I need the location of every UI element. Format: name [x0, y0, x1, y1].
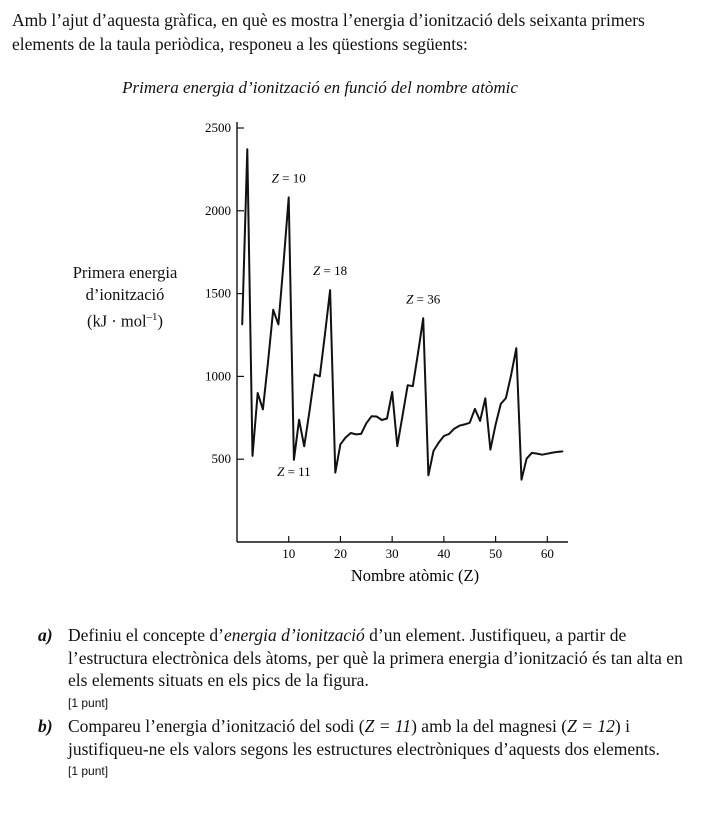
- data-point: [350, 432, 351, 433]
- data-point: [479, 420, 480, 421]
- question-b: [38, 715, 703, 779]
- data-point: [335, 472, 336, 473]
- question-b-text-part: ) i justifiqueu-ne els valors segons les estructures electròniques d’aquests dos elements.: [68, 716, 660, 759]
- data-point: [474, 408, 475, 409]
- data-point: [283, 263, 284, 264]
- data-point: [262, 409, 263, 410]
- question-b-letter: b): [38, 716, 53, 736]
- x-tick-label: 20: [333, 546, 347, 561]
- y-tick-label: 2500: [205, 120, 231, 135]
- unit-exponent: –1: [146, 311, 158, 323]
- data-point: [562, 451, 563, 452]
- data-point: [288, 197, 289, 198]
- y-tick-label: 1500: [205, 285, 231, 301]
- data-point: [304, 446, 305, 447]
- data-point: [485, 398, 486, 399]
- data-point: [324, 334, 325, 335]
- data-point: [397, 446, 398, 447]
- data-point: [386, 418, 387, 419]
- data-point: [557, 451, 558, 452]
- y-tick-label: 1000: [205, 368, 231, 384]
- data-point: [319, 376, 320, 377]
- data-point: [267, 362, 268, 363]
- question-a: [38, 624, 703, 711]
- data-point: [298, 419, 299, 420]
- data-point: [257, 392, 258, 393]
- peak-annotation: Z = 10: [271, 170, 306, 186]
- question-a-text-part: d’un element. Justifiqueu, a partir de l’estructura electrònica dels àtoms, per què la primera energia d’ionització és tan alta en els elements situats en els pics de la figura.: [68, 625, 683, 690]
- data-point: [495, 424, 496, 425]
- x-axis-label: Nombre atòmic (Z): [350, 566, 480, 585]
- data-point: [381, 419, 382, 420]
- x-tick-label: 50: [489, 546, 503, 561]
- data-point: [247, 149, 248, 150]
- y-axis-label-line-1: Primera energia: [72, 263, 178, 282]
- data-point: [402, 415, 403, 416]
- data-point: [454, 428, 455, 429]
- data-point: [392, 391, 393, 392]
- data-point: [469, 422, 470, 423]
- data-point: [526, 458, 527, 459]
- x-tick-label: 10: [282, 546, 296, 561]
- x-tick-label: 60: [540, 546, 554, 561]
- question-b-text-part: Compareu l’energia d’ionització del sodi (: [68, 716, 365, 736]
- data-point: [366, 423, 367, 424]
- data-point: [531, 452, 532, 453]
- data-point: [542, 454, 543, 455]
- data-point: [464, 424, 465, 425]
- data-point: [516, 348, 517, 349]
- data-point: [438, 442, 439, 443]
- series-line: [242, 149, 563, 480]
- chart-series: [242, 149, 564, 481]
- data-point: [314, 374, 315, 375]
- data-point: [407, 385, 408, 386]
- data-point: [273, 309, 274, 310]
- intro-text: Amb l’ajut d’aquesta gràfica, en què es mostra l’energia d’ionització dels seixanta primers elements de la taula periòdica, responeu a les qüestions següents:: [12, 10, 645, 54]
- data-point: [521, 479, 522, 480]
- question-b-z-sodium: Z = 11: [364, 716, 412, 736]
- data-point: [423, 318, 424, 319]
- question-b-z-magnesium: Z = 12: [567, 716, 615, 736]
- data-point: [500, 403, 501, 404]
- chart-ticks: [205, 120, 554, 561]
- question-b-points: [1 punt]: [68, 764, 109, 778]
- data-point: [329, 290, 330, 291]
- data-point: [371, 416, 372, 417]
- data-point: [505, 397, 506, 398]
- peak-annotation: Z = 11: [277, 463, 311, 479]
- data-point: [547, 453, 548, 454]
- question-a-emphasis: energia d’ionització: [223, 625, 365, 645]
- data-point: [417, 353, 418, 354]
- data-point: [361, 433, 362, 434]
- data-point: [345, 437, 346, 438]
- chart-title: Primera energia d’ionització en funció del nombre atòmic: [122, 78, 518, 97]
- data-point: [490, 449, 491, 450]
- x-tick-label: 40: [437, 546, 451, 561]
- question-b-text-part: ) amb la del magnesi (: [411, 716, 568, 736]
- question-b-text: [68, 715, 703, 760]
- data-point: [293, 459, 294, 460]
- data-point: [511, 374, 512, 375]
- data-point: [242, 324, 243, 325]
- data-point: [552, 452, 553, 453]
- question-a-text: [68, 624, 703, 692]
- data-point: [428, 475, 429, 476]
- peak-annotation: Z = 36: [406, 291, 441, 307]
- y-tick-label: 2000: [205, 202, 231, 218]
- peak-annotation: Z = 18: [313, 263, 348, 279]
- data-point: [448, 433, 449, 434]
- data-point: [252, 455, 253, 456]
- data-point: [309, 411, 310, 412]
- data-point: [433, 450, 434, 451]
- y-axis-label-line-3: (kJ · mol$^{-1}$): [86, 311, 164, 331]
- data-point: [355, 434, 356, 435]
- x-tick-label: 30: [385, 546, 399, 561]
- y-axis-label-line-2: d’ionització: [85, 285, 165, 304]
- data-point: [536, 453, 537, 454]
- question-a-text-part: Definiu el concepte d’: [68, 625, 224, 645]
- data-point: [340, 444, 341, 445]
- data-point: [459, 425, 460, 426]
- data-point: [443, 435, 444, 436]
- data-point: [376, 416, 377, 417]
- y-tick-label: 500: [211, 451, 231, 467]
- data-point: [278, 324, 279, 325]
- data-point: [412, 386, 413, 387]
- question-a-points: [1 punt]: [68, 695, 109, 710]
- question-a-letter: a): [38, 625, 53, 645]
